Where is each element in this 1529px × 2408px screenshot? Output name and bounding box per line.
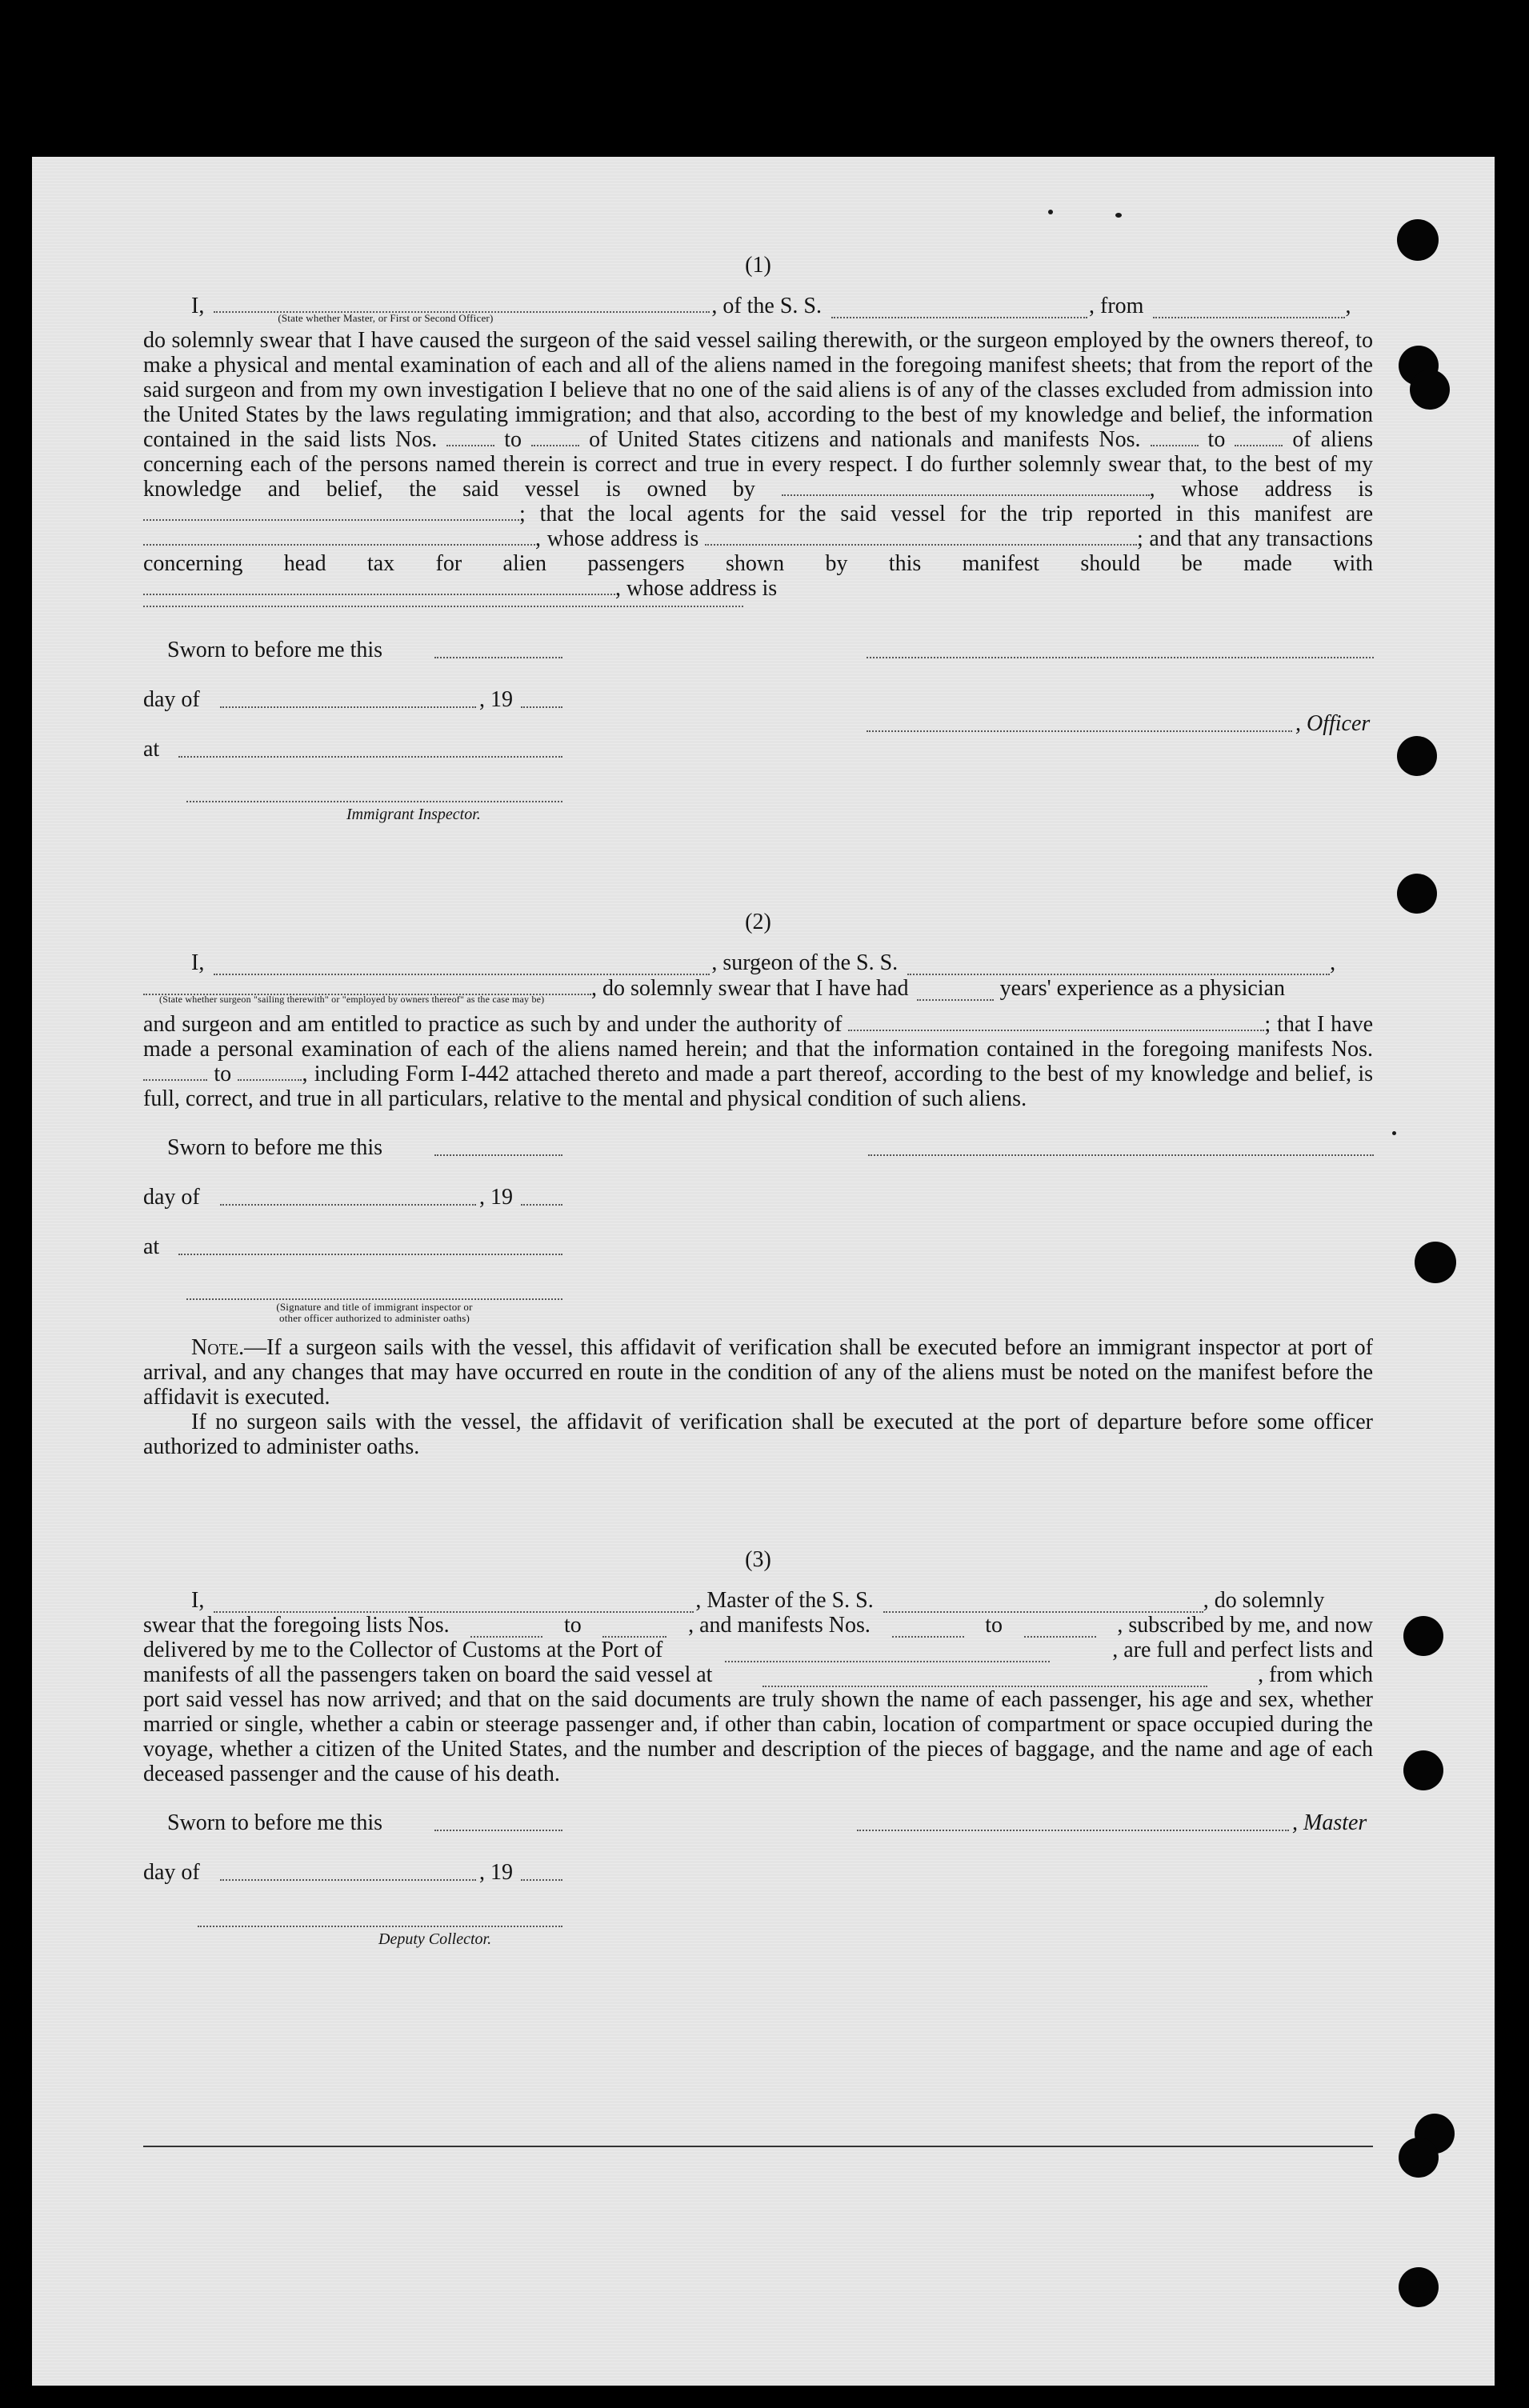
surgeon-name-field[interactable] bbox=[214, 958, 710, 975]
speck bbox=[1115, 213, 1122, 218]
delivered-text: delivered by me to the Collector of Customs at the Port of bbox=[143, 1638, 663, 1662]
section-1-number: (1) bbox=[745, 253, 771, 278]
year-label: , 19 bbox=[479, 687, 513, 712]
from-which-text: , from which bbox=[1258, 1662, 1373, 1687]
master-name-field[interactable] bbox=[214, 1595, 694, 1613]
year-label: , 19 bbox=[479, 1860, 513, 1885]
section-2-experience-line bbox=[143, 976, 1373, 1005]
oath-text: ; and that any transactions concerning head tax for alien passengers shown by this manifest should be made with bbox=[143, 526, 1374, 576]
section-3-master-line bbox=[143, 1588, 1373, 1613]
of-ss-label: , of the S. S. bbox=[711, 294, 823, 318]
at-label: at bbox=[143, 1234, 160, 1259]
manifests-no-to-field[interactable] bbox=[1235, 429, 1283, 446]
head-tax-address-field[interactable] bbox=[143, 601, 743, 607]
punch-hole bbox=[1399, 2267, 1439, 2307]
boarding-port-field[interactable] bbox=[762, 1670, 1207, 1687]
and-manifests-text: , and manifests Nos. bbox=[688, 1613, 871, 1638]
place-field[interactable] bbox=[178, 740, 562, 758]
officer-title-field[interactable] bbox=[867, 714, 1292, 732]
sworn-date-field[interactable] bbox=[434, 1138, 562, 1156]
lists-no-to-field[interactable] bbox=[602, 1620, 666, 1638]
oath-text: of aliens concerning each of the persons named therein is correct and true in every respect. I do further solemnly swear that, to the best of my knowledge and belief, the said vessel is owned by bbox=[143, 427, 1374, 502]
to-label: to bbox=[504, 427, 522, 452]
port-field[interactable] bbox=[725, 1645, 1050, 1662]
officer-label: , Officer bbox=[1295, 711, 1371, 736]
section-3-number: (3) bbox=[745, 1547, 771, 1572]
authority-text: and surgeon and am entitled to practice as such by and under the authority of bbox=[143, 1012, 843, 1037]
section-1-paragraph bbox=[143, 328, 1373, 601]
surgeon-signature-line[interactable] bbox=[868, 1138, 1374, 1156]
vessel-name-field[interactable] bbox=[883, 1595, 1203, 1613]
to-label: to bbox=[563, 1613, 582, 1638]
to-label: to bbox=[1207, 427, 1226, 452]
punch-hole bbox=[1397, 736, 1437, 776]
at-label: at bbox=[143, 737, 160, 762]
manifests-no-from-field[interactable] bbox=[1151, 429, 1199, 446]
semicolon: ; bbox=[519, 502, 526, 526]
sworn-label: Sworn to before me this bbox=[167, 1810, 383, 1835]
section-1-officer-line bbox=[143, 294, 1373, 324]
section-1-jurat bbox=[143, 638, 1373, 830]
sworn-label: Sworn to before me this bbox=[167, 1135, 383, 1160]
month-field[interactable] bbox=[220, 1188, 476, 1206]
day-of-label: day of bbox=[143, 1185, 200, 1210]
whose-address-label: , whose address is bbox=[615, 576, 778, 601]
punch-hole bbox=[1403, 1750, 1443, 1790]
master-label: , Master bbox=[1292, 1810, 1367, 1835]
authority-field[interactable] bbox=[848, 1014, 1264, 1031]
day-of-label: day of bbox=[143, 1860, 200, 1885]
inspector-signature-line[interactable] bbox=[186, 785, 562, 802]
swear-text: , do solemnly swear that I have had bbox=[591, 976, 909, 1001]
bottom-rule bbox=[143, 2146, 1373, 2147]
note-paragraph-2 bbox=[143, 1410, 1373, 1459]
surgeon-note: (State whether surgeon "sailing therewith" or "employed by owners thereof" as the case may be) bbox=[159, 994, 545, 1005]
vessel-name-field[interactable] bbox=[831, 301, 1087, 318]
sworn-date-field[interactable] bbox=[434, 641, 562, 658]
from-label: , from bbox=[1089, 294, 1144, 318]
lists-no-to-field[interactable] bbox=[531, 429, 579, 446]
lists-no-from-field[interactable] bbox=[446, 429, 494, 446]
punch-hole bbox=[1415, 1242, 1456, 1283]
oath-text: of United States citizens and nationals and manifests Nos. bbox=[589, 427, 1141, 452]
section-3-jurat bbox=[143, 1810, 1373, 1946]
section-2-number: (2) bbox=[745, 910, 771, 934]
master-of-label: , Master of the S. S. bbox=[695, 1588, 874, 1613]
sworn-label: Sworn to before me this bbox=[167, 638, 383, 662]
officer-name-field[interactable] bbox=[214, 295, 710, 313]
year-field[interactable] bbox=[521, 690, 562, 708]
head-tax-contact-field[interactable] bbox=[143, 578, 615, 595]
section-3-boarding-line bbox=[143, 1662, 1373, 1687]
to-label: to bbox=[214, 1062, 232, 1086]
month-field[interactable] bbox=[220, 1863, 476, 1881]
to-label: to bbox=[985, 1613, 1003, 1638]
master-signature-line[interactable] bbox=[857, 1814, 1289, 1831]
surgeon-status-field[interactable] bbox=[143, 978, 591, 995]
note-label: Note. bbox=[191, 1335, 245, 1360]
punch-hole bbox=[1397, 874, 1437, 914]
i-label: I, bbox=[191, 294, 205, 318]
lists-no-from-field[interactable] bbox=[470, 1620, 542, 1638]
section-3-paragraph bbox=[143, 1687, 1373, 1786]
administering-officer-signature-line[interactable] bbox=[186, 1282, 562, 1300]
signature-note bbox=[186, 1302, 562, 1324]
punch-hole bbox=[1397, 219, 1439, 261]
years-text: years' experience as a physician bbox=[999, 976, 1285, 1001]
form-content bbox=[143, 253, 1373, 1946]
deputy-signature-line[interactable] bbox=[198, 1910, 562, 1927]
section-3-lists-line bbox=[143, 1613, 1373, 1638]
signature-note-line-2: other officer authorized to administer oaths) bbox=[279, 1312, 470, 1324]
inspector-caption: Immigrant Inspector. bbox=[346, 806, 481, 823]
are-full-text: , are full and perfect lists and bbox=[1112, 1638, 1373, 1662]
manifests-no-to-field[interactable] bbox=[1024, 1620, 1096, 1638]
deputy-caption: Deputy Collector. bbox=[378, 1930, 492, 1948]
whose-address-label: whose address is bbox=[546, 526, 699, 551]
surgeon-of-label: , surgeon of the S. S. bbox=[711, 950, 899, 975]
signature-note-line-1: (Signature and title of immigrant inspector or bbox=[276, 1301, 473, 1313]
manifest-affidavit-page bbox=[32, 157, 1495, 2386]
subscribed-text: , subscribed by me, and now bbox=[1117, 1613, 1373, 1638]
year-field[interactable] bbox=[521, 1188, 562, 1206]
manifests-of-text: manifests of all the passengers taken on board the said vessel at bbox=[143, 1662, 713, 1687]
section-2-paragraph bbox=[143, 1012, 1373, 1111]
whose-address-label: , whose address is bbox=[1149, 477, 1373, 502]
day-of-label: day of bbox=[143, 687, 200, 712]
years-experience-field[interactable] bbox=[917, 983, 994, 1001]
speck bbox=[1048, 210, 1053, 214]
year-field[interactable] bbox=[521, 1863, 562, 1881]
note-text: If no surgeon sails with the vessel, the affidavit of verification shall be executed at the port of departure before some officer authorized to administer oaths. bbox=[143, 1410, 1373, 1459]
section-2-jurat bbox=[143, 1135, 1373, 1324]
officer-signature-line[interactable] bbox=[867, 641, 1374, 658]
vessel-name-field[interactable] bbox=[907, 958, 1330, 975]
manifests-no-from-field[interactable] bbox=[143, 1063, 207, 1081]
manifests-no-from-field[interactable] bbox=[892, 1620, 964, 1638]
section-2-surgeon-line bbox=[143, 950, 1373, 975]
owner-field[interactable] bbox=[782, 478, 1150, 496]
place-field[interactable] bbox=[178, 1238, 562, 1255]
i-label: I, bbox=[191, 1588, 205, 1613]
officer-note: (State whether Master, or First or Second Officer) bbox=[278, 312, 494, 324]
oath-text: that the local agents for the said vessel for the trip reported in this manifest are bbox=[539, 502, 1374, 526]
year-label: , 19 bbox=[479, 1185, 513, 1210]
manifests-no-to-field[interactable] bbox=[238, 1063, 302, 1081]
local-agents-field[interactable] bbox=[143, 528, 535, 546]
comma: , bbox=[1345, 294, 1351, 318]
semicolon: ; bbox=[1264, 1012, 1271, 1037]
speck bbox=[1392, 1131, 1396, 1135]
punch-hole bbox=[1403, 1616, 1443, 1656]
examination-text: that I have made a personal examination of each of the aliens named herein; and that the information contained in the foregoing manifests Nos. bbox=[143, 1012, 1374, 1062]
note-paragraph bbox=[143, 1335, 1373, 1410]
examination-text: , including Form I-442 attached thereto and made a part thereof, according to the best of my knowledge and belief, is full, correct, and true in all particulars, relative to the mental and physical condition of such aliens. bbox=[143, 1062, 1373, 1111]
i-label: I, bbox=[191, 950, 205, 975]
do-solemnly-label: , do solemnly bbox=[1203, 1588, 1325, 1613]
owner-address-field[interactable] bbox=[143, 503, 519, 521]
swear-lists-text: swear that the foregoing lists Nos. bbox=[143, 1613, 450, 1638]
oath-text: do solemnly swear that I have caused the surgeon of the said vessel sailing therewith, or the surgeon employed by the owners thereof, to make a physical and mental examination of each and all of the aliens named in the foregoing manifest sheets; that from the report of the said surgeon and from my own investigation I believe that no one of the said aliens is of any of the classes excluded from admission into the United States by the laws regulating immigration; and that also, according to the best of my knowledge and belief, the information contained in the said lists Nos. bbox=[143, 328, 1373, 452]
agents-address-field[interactable] bbox=[705, 528, 1137, 546]
from-port-field[interactable] bbox=[1153, 301, 1345, 318]
sworn-date-field[interactable] bbox=[434, 1814, 562, 1831]
declaration-text: port said vessel has now arrived; and that on the said documents are truly shown the name of each passenger, his age and sex, whether married or single, whether a cabin or steerage passenger and, if other than cabin, location of compartment or space occupied during the voyage, whether a citizen of the United States, and the number and description of the pieces of baggage, and the name and age of each deceased passenger and the cause of his death. bbox=[143, 1687, 1373, 1786]
comma: , bbox=[1330, 950, 1336, 975]
punch-hole bbox=[1399, 2138, 1439, 2178]
month-field[interactable] bbox=[220, 690, 476, 708]
comma: , bbox=[535, 526, 541, 551]
note-text: —If a surgeon sails with the vessel, this affidavit of verification shall be executed before an immigrant inspector at port of arrival, and any changes that may have occurred en route in the condition of any of the aliens must be noted on the manifest before the affidavit is executed. bbox=[143, 1335, 1373, 1410]
punch-hole bbox=[1410, 370, 1450, 410]
section-3-port-line bbox=[143, 1638, 1373, 1662]
